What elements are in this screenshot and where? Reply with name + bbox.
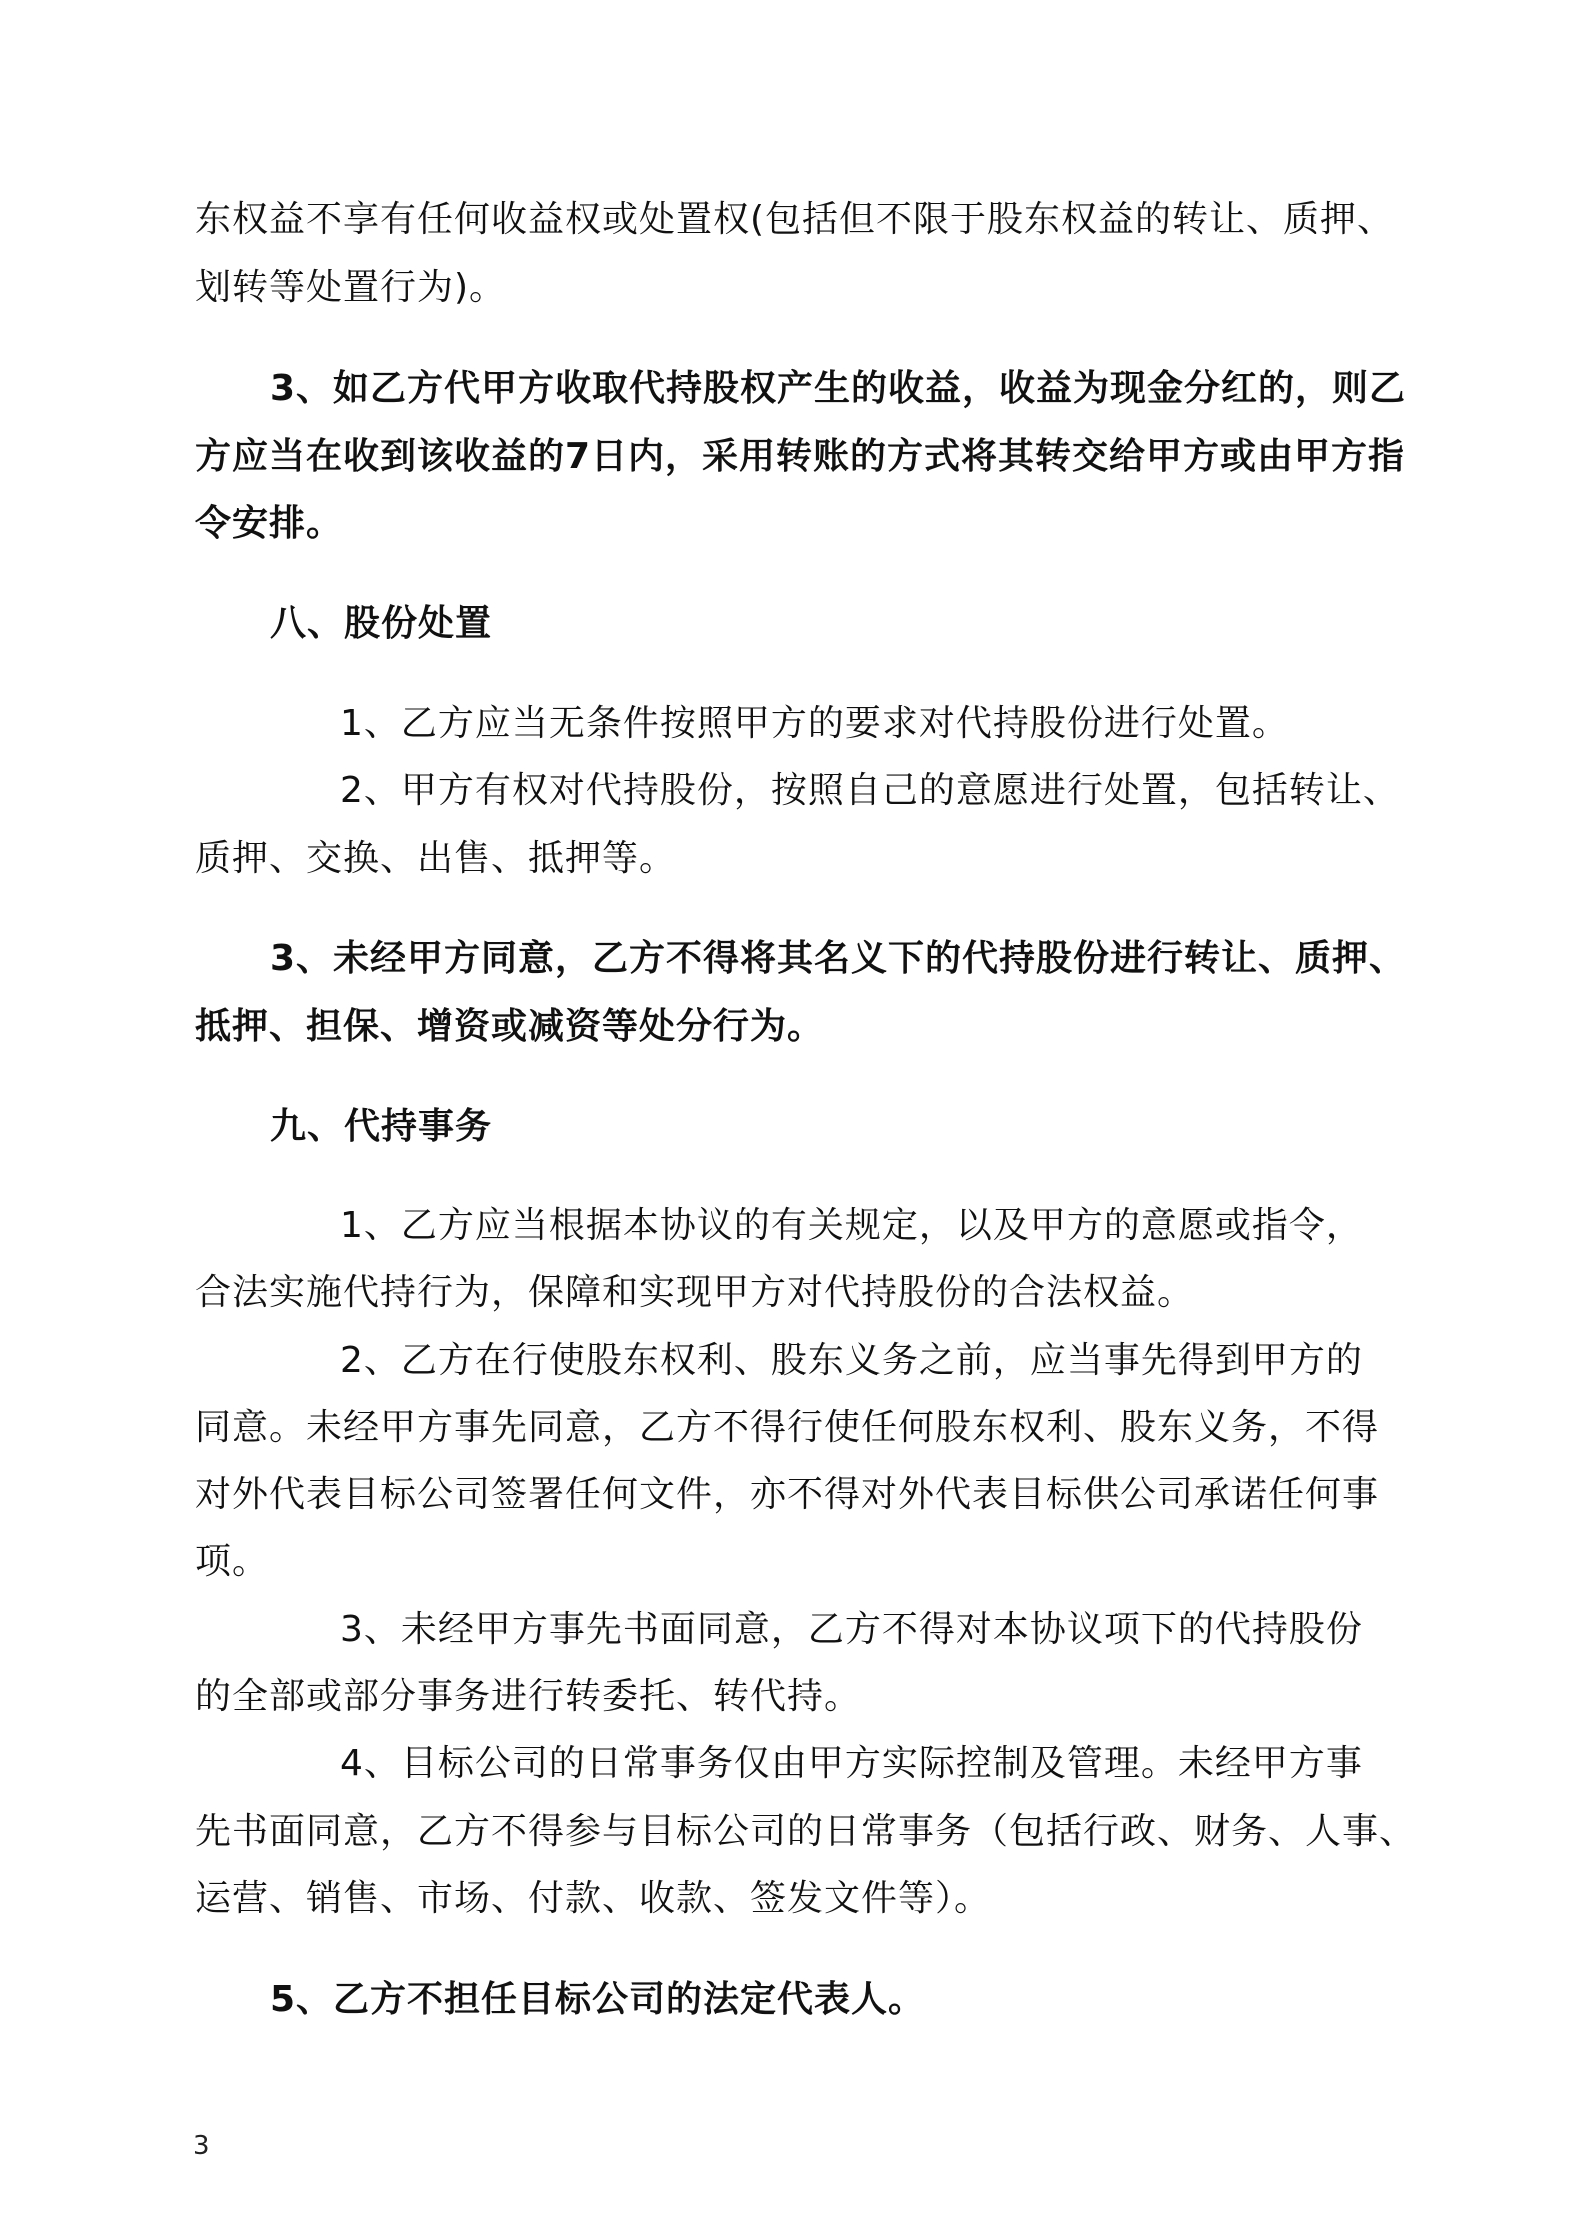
text-line: 运营、销售、市场、付款、收款、签发文件等）。	[195, 1878, 992, 1919]
text-line: 的全部或部分事务进行转委托、转代持。	[195, 1676, 862, 1717]
text-line: 先书面同意，乙方不得参与目标公司的日常事务（包括行政、财务、人事、	[195, 1811, 1417, 1852]
clause-paragraph: 令安排。	[195, 503, 344, 544]
text-line: 对外代表目标公司签署任何文件，亦不得对外代表目标供公司承诺任何事	[195, 1474, 1380, 1515]
section-heading: 八、股份处置	[270, 603, 493, 644]
clause-paragraph: 方应当在收到该收益的7日内，采用转账的方式将其转交给甲方或由甲方指	[195, 436, 1406, 477]
text-line: 合法实施代持行为，保障和实现甲方对代持股份的合法权益。	[195, 1272, 1195, 1313]
text-line: 2、乙方在行使股东权利、股东义务之前，应当事先得到甲方的	[340, 1340, 1363, 1381]
text-line: 划转等处置行为)。	[195, 267, 507, 308]
text-line: 同意。未经甲方事先同意，乙方不得行使任何股东权利、股东义务，不得	[195, 1407, 1380, 1448]
text-line: 1、乙方应当无条件按照甲方的要求对代持股份进行处置。	[340, 703, 1289, 744]
page-number: 3	[193, 2131, 210, 2161]
text-line: 3、未经甲方事先书面同意，乙方不得对本协议项下的代持股份	[340, 1609, 1363, 1650]
text-line: 东权益不享有任何收益权或处置权(包括但不限于股东权益的转让、质押、	[195, 199, 1395, 240]
text-line: 质押、交换、出售、抵押等。	[195, 838, 677, 879]
clause-paragraph: 3、如乙方代甲方收取代持股权产生的收益，收益为现金分红的，则乙	[270, 368, 1407, 409]
text-line: 1、乙方应当根据本协议的有关规定，以及甲方的意愿或指令，	[340, 1205, 1363, 1246]
clause-paragraph: 3、未经甲方同意，乙方不得将其名义下的代持股份进行转让、质押、	[270, 938, 1407, 979]
clause-paragraph: 5、乙方不担任目标公司的法定代表人。	[270, 1979, 926, 2020]
text-line: 项。	[195, 1541, 270, 1582]
clause-paragraph: 抵押、担保、增资或减资等处分行为。	[195, 1006, 825, 1047]
section-heading: 九、代持事务	[270, 1106, 493, 1147]
text-line: 2、甲方有权对代持股份，按照自己的意愿进行处置，包括转让、	[340, 770, 1400, 811]
text-line: 4、目标公司的日常事务仅由甲方实际控制及管理。未经甲方事	[340, 1743, 1363, 1784]
